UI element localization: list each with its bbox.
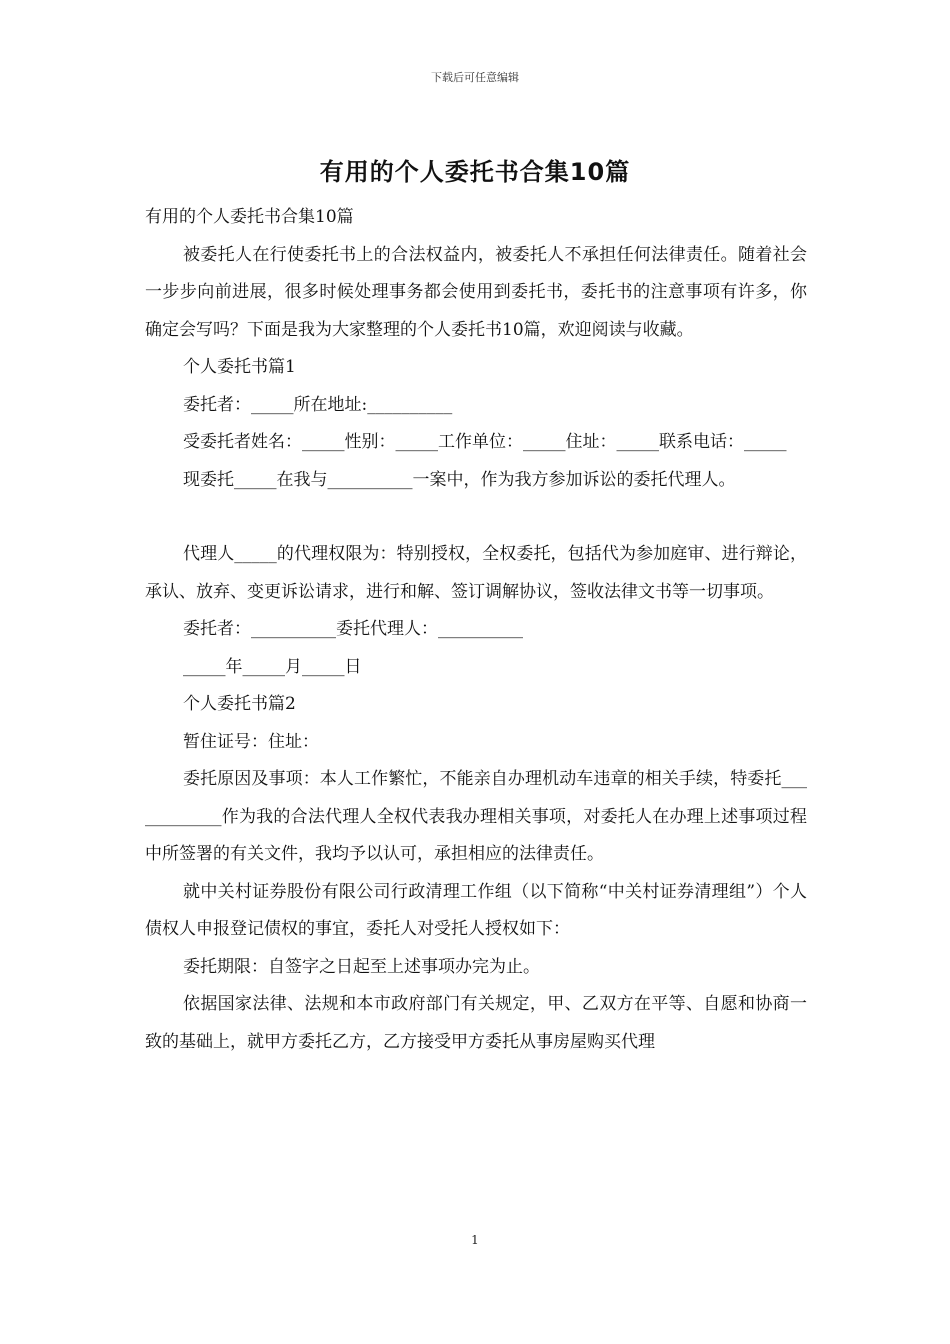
agency-authority-paragraph: 代理人_____的代理权限为：特别授权，全权委托，包括代为参加庭审、进行辩论，承认、放弃、变更诉讼请求，进行和解、签订调解协议，签收法律文书等一切事项。 xyxy=(145,544,807,602)
section-heading-1: 个人委托书篇1 xyxy=(183,357,296,377)
agent-info-line: 受委托者姓名：_____性别：_____工作单位：_____住址：_____联系电话：_____ xyxy=(183,432,787,452)
legal-basis-paragraph: 依据国家法律、法规和本市政府部门有关规定，甲、乙双方在平等、自愿和协商一致的基础上，就甲方委托乙方，乙方接受甲方委托从事房屋购买代理 xyxy=(145,994,807,1052)
entrust-case-line: 现委托_____在我与__________一案中，作为我方参加诉讼的委托代理人。 xyxy=(183,469,736,490)
page-number: 1 xyxy=(471,1233,479,1247)
intro-paragraph: 被委托人在行使委托书上的合法权益内，被委托人不承担任何法律责任。随着社会一步步向前进展，很多时候处理事务都会使用到委托书，委托书的注意事项有许多，你确定会写吗？下面是我为大家整理的个人委托书10篇，欢迎阅读与收藏。 xyxy=(145,244,807,340)
residence-permit-line: 暂住证号：住址： xyxy=(183,731,319,752)
signature-line: 委托者：__________委托代理人：__________ xyxy=(183,619,523,639)
section-heading-2: 个人委托书篇2 xyxy=(183,694,296,714)
entrust-reason-paragraph: 委托原因及事项：本人工作繁忙，不能亲自办理机动车违章的相关手续，特委托____________作为我的合法代理人全权代表我办理相关事项，对委托人在办理上述事项过程中所签署的有关文件，我均予以认可，承担相应的法律责任。 xyxy=(145,769,807,864)
entrust-period-line: 委托期限：自签字之日起至上述事项办完为止。 xyxy=(183,956,540,977)
date-line: _____年_____月_____日 xyxy=(183,656,362,677)
document-title: 有用的个人委托书合集10篇 xyxy=(319,158,631,186)
subtitle-paragraph: 有用的个人委托书合集10篇 xyxy=(145,207,354,227)
principal-line: 委托者：_____所在地址:__________ xyxy=(183,394,453,415)
header-note: 下载后可任意编辑 xyxy=(431,71,519,84)
creditor-registration-paragraph: 就中关村证券股份有限公司行政清理工作组（以下简称“中关村证券清理组”）个人债权人申报登记债权的事宜，委托人对受托人授权如下： xyxy=(145,881,807,939)
document-body xyxy=(145,199,807,1061)
